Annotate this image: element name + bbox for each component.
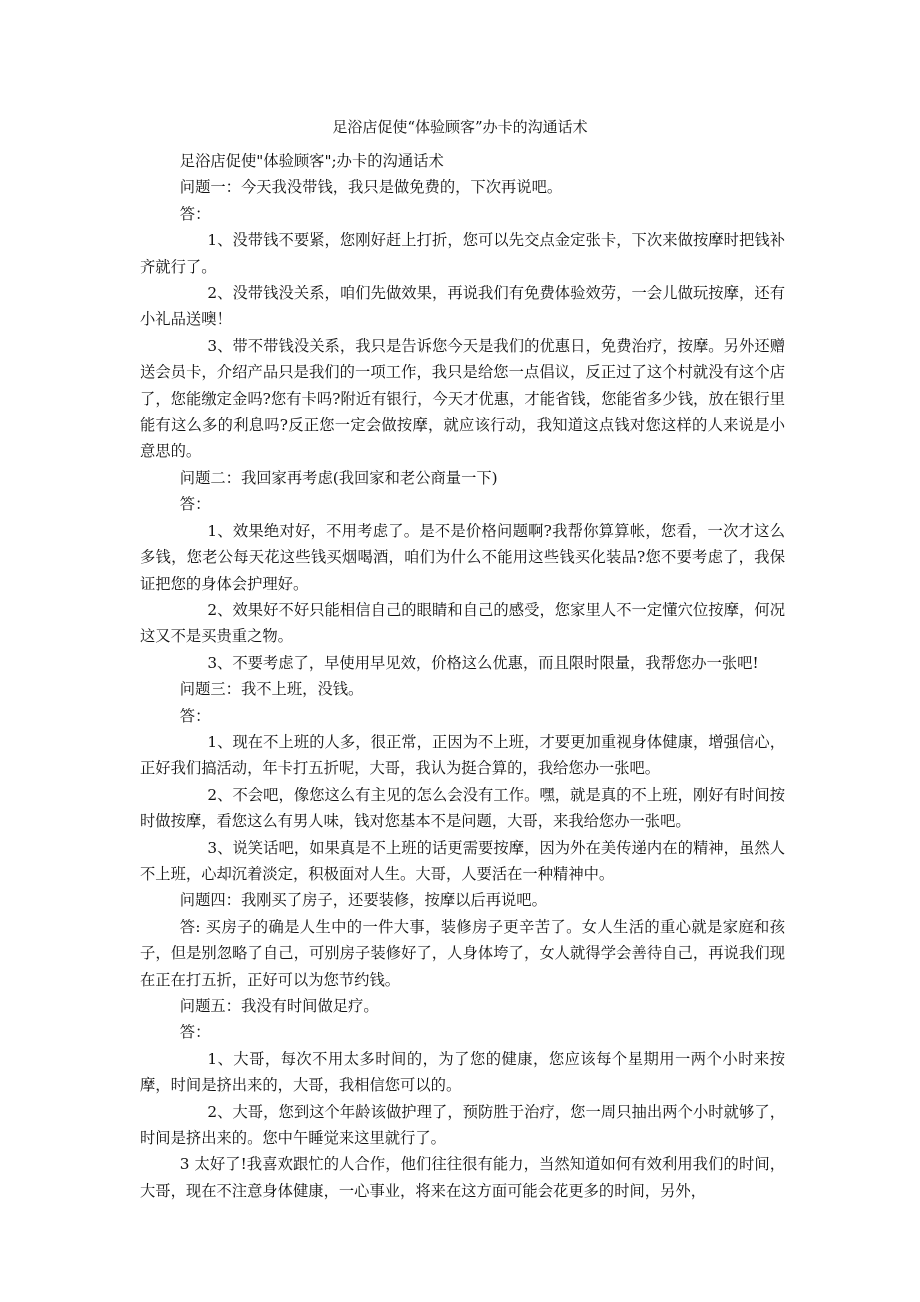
question-paragraph: 答： [179,706,211,725]
document-title: 足浴店促使“体验顾客”办卡的沟通话术 [332,118,588,136]
question-paragraph: 答： [179,495,211,514]
question-paragraph: 足浴店促使"体验顾客";办卡的沟通话术 [179,152,444,170]
question-paragraph: 答: 买房子的确是人生中的一件大事，装修房子更辛苦了。女人生活的重心就是家庭和孩子，但是别忽略了自己，可别房子装修好了，人身体垮了，女人就得学会善待自己，再说我们现在正在打五折，正好可以为您节约钱。 [140,917,785,989]
question-paragraph: 问题四：我刚买了房子，还要装修，按摩以后再说吧。 [179,891,547,910]
question-paragraph: 3 太好了!我喜欢跟忙的人合作，他们往往很有能力，当然知道如何有效利用我们的时间，大哥，现在不注意身体健康，一心事业，将来在这方面可能会花更多的时间，另外， [140,1155,785,1200]
answer-paragraph: 2、效果好不好只能相信自己的眼睛和自己的感受，您家里人不一定懂穴位按摩，何况这又不是买贵重之物。 [140,600,785,646]
answer-paragraph: 3、带不带钱没关系，我只是告诉您今天是我们的优惠日，免费治疗，按摩。另外还赠送会员卡，介绍产品只是我们的一项工作，我只是给您一点倡议，反正过了这个村就没有这个店了，您能缴定金吗?您有卡吗?附近有银行，今天才优惠，才能省钱，您能省多少钱，放在银行里能有这么多的利息吗?反正您一定会做按摩，就应该行动，我知道这点钱对您这样的人来说是小意思的。 [140,336,785,461]
question-paragraph: 问题一：今天我没带钱，我只是做免费的，下次再说吧。 [179,178,563,197]
answer-paragraph: 1、现在不上班的人多，很正常，正因为不上班，才要更加重视身体健康，增强信心，正好我们搞活动，年卡打五折呢，大哥，我认为挺合算的，我给您办一张吧。 [140,732,785,778]
question-paragraph: 答： [179,204,211,223]
question-paragraph: 问题三：我不上班，没钱。 [179,680,364,699]
answer-paragraph: 3、说笑话吧，如果真是不上班的话更需要按摩，因为外在美传递内在的精神，虽然人不上班，心却沉着淡定，积极面对人生。大哥，人要活在一种精神中。 [140,838,785,883]
question-paragraph: 问题五：我没有时间做足疗。 [179,997,379,1015]
answer-paragraph: 2、大哥，您到这个年龄该做护理了，预防胜于治疗，您一周只抽出两个小时就够了，时间是挤出来的。您中午睡觉来这里就行了。 [140,1102,785,1148]
question-paragraph: 问题二：我回家再考虑(我回家和老公商量一下) [179,468,498,487]
document-body [140,148,785,1204]
answer-paragraph: 3、不要考虑了，早使用早见效，价格这么优惠，而且限时限量，我帮您办一张吧! [207,653,759,672]
answer-paragraph: 1、没带钱不要紧，您刚好赶上打折，您可以先交点金定张卡，下次来做按摩时把钱补齐就行了。 [140,231,785,276]
answer-paragraph: 1、大哥，每次不用太多时间的，为了您的健康，您应该每个星期用一两个小时来按摩，时间是挤出来的，大哥，我相信您可以的。 [140,1049,785,1095]
answer-paragraph: 2、没带钱没关系，咱们先做效果，再说我们有免费体验效劳，一会儿做玩按摩，还有小礼品送噢！ [140,284,785,329]
answer-paragraph: 2、不会吧，像您这么有主见的怎么会没有工作。嘿，就是真的不上班，刚好有时间按时做按摩，看您这么有男人味，钱对您基本不是问题，大哥，来我给您办一张吧。 [140,785,785,831]
question-paragraph: 答： [179,1023,211,1042]
answer-paragraph: 1、效果绝对好，不用考虑了。是不是价格问题啊?我帮你算算帐，您看，一次才这么多钱，您老公每天花这些钱买烟喝酒，咱们为什么不能用这些钱买化装品?您不要考虑了，我保证把您的身体会护理好。 [140,521,785,593]
